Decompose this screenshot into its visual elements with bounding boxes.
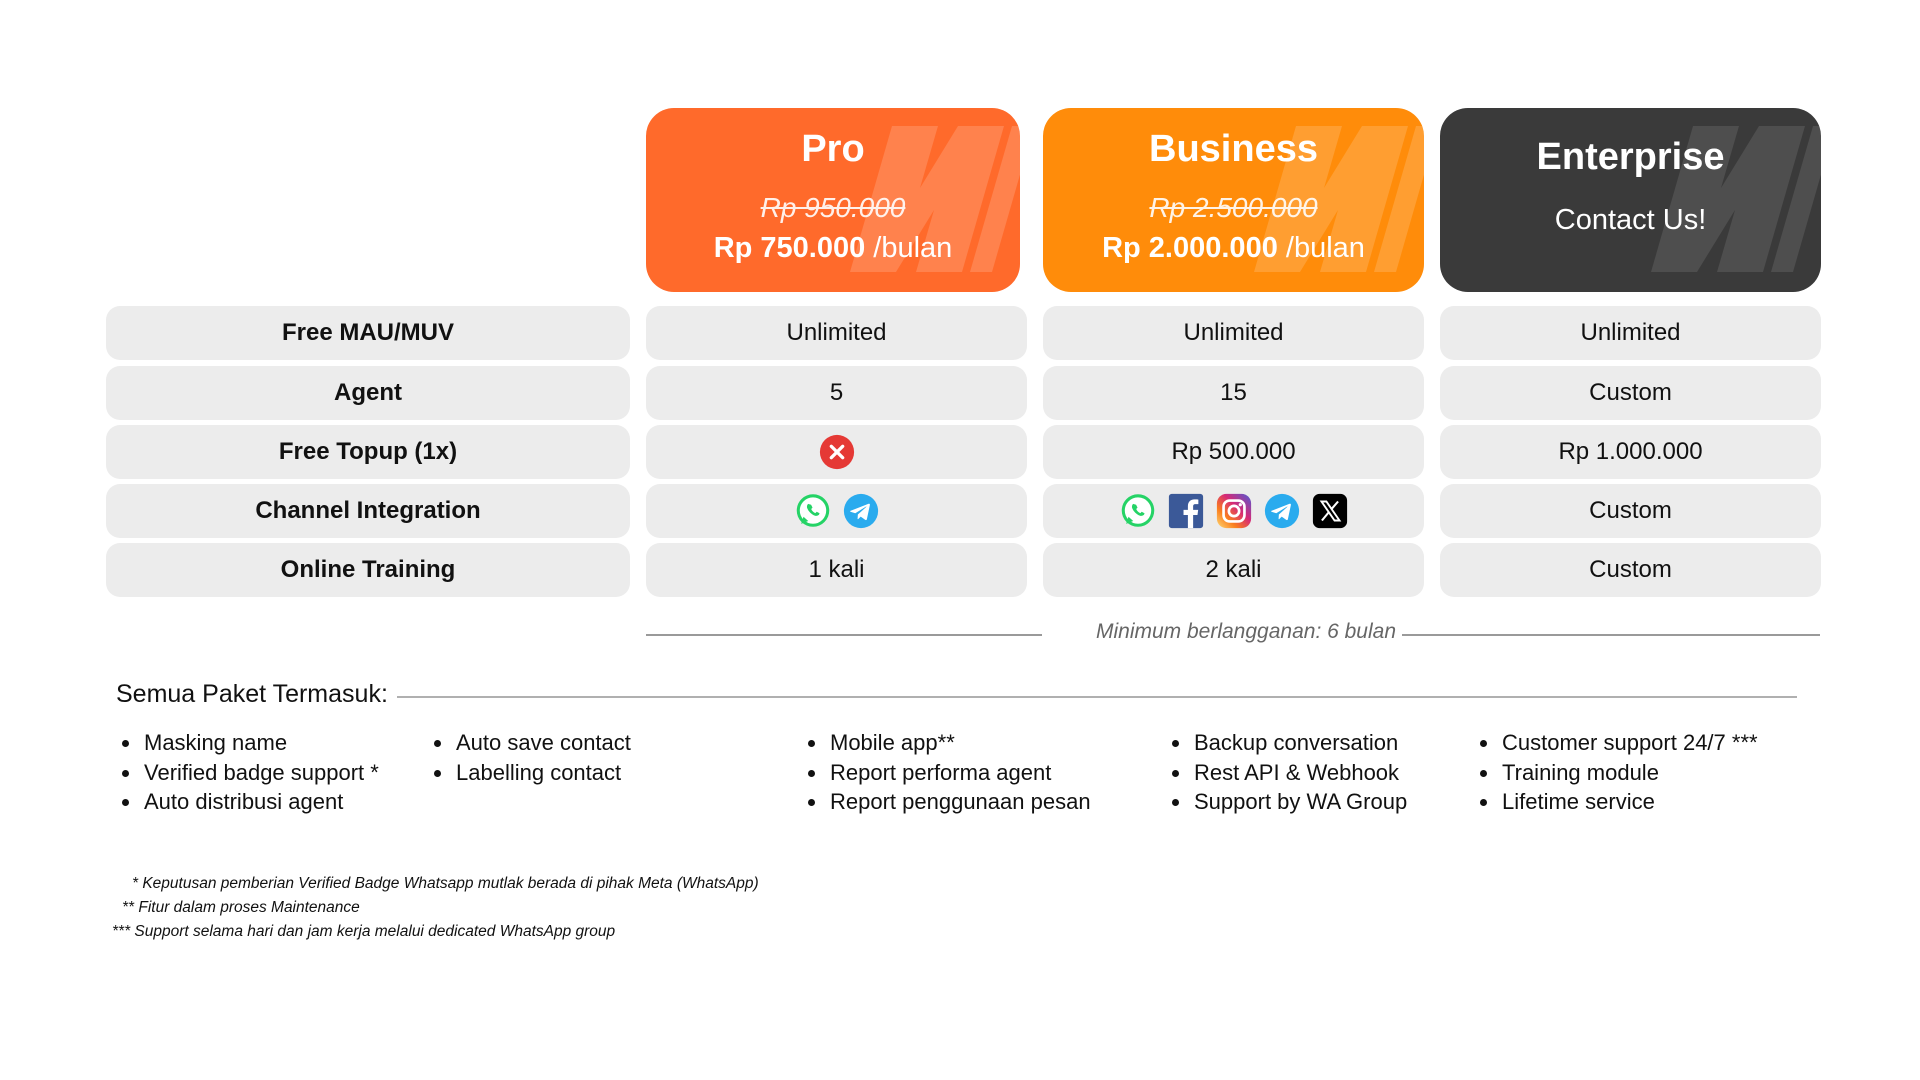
plan-card-pro [646,108,1020,292]
plan-price: Rp 750.000 /bulan [713,232,953,264]
cell-pro: 5 [646,366,1027,420]
footnote: * Keputusan pemberian Verified Badge Whatsapp mutlak berada di pihak Meta (WhatsApp) [132,875,759,892]
cell-pro [646,425,1027,479]
plan-old-price: Rp 2.500.000 [1149,192,1318,223]
cell-business: Unlimited [1043,306,1424,360]
cell-pro [646,484,1027,538]
list-item: • Rest API & Webhook [1192,758,1407,788]
included-divider [397,696,1797,698]
telegram-icon [842,492,880,530]
feature-list-3 [802,728,1091,817]
cell-enterprise: Rp 1.000.000 [1440,425,1821,479]
instagram-icon [1215,492,1253,530]
row-label-online-training: Online Training [106,543,630,597]
included-title: Semua Paket Termasuk: [116,680,388,708]
row-label-free-mau: Free MAU/MUV [106,306,630,360]
whatsapp-icon [794,492,832,530]
cell-enterprise: Custom [1440,366,1821,420]
list-item: • Training module [1500,758,1758,788]
feature-list-1 [116,728,379,817]
row-label-free-topup: Free Topup (1x) [106,425,630,479]
contact-us-text: Contact Us! [1554,204,1707,236]
plan-card-business [1043,108,1424,292]
plan-old-price: Rp 950.000 [760,192,906,223]
footnotes [112,872,759,944]
plan-price: Rp 2.000.000 /bulan [1102,232,1365,264]
footnote: *** Support selama hari dan jam kerja melalui dedicated WhatsApp group [112,923,616,940]
list-item: • Customer support 24/7 *** [1500,728,1758,758]
cell-pro: 1 kali [646,543,1027,597]
list-item: • Labelling contact [454,758,631,788]
plan-card-enterprise [1440,108,1821,292]
cell-enterprise: Unlimited [1440,306,1821,360]
telegram-icon [1263,492,1301,530]
list-item: • Report penggunaan pesan [828,787,1091,817]
list-item: • Auto save contact [454,728,631,758]
feature-list-4 [1166,728,1407,817]
whatsapp-icon [1119,492,1157,530]
plan-name: Pro [801,128,865,170]
list-item: • Auto distribusi agent [142,787,379,817]
feature-list-5 [1474,728,1758,817]
cell-business: 2 kali [1043,543,1424,597]
plan-name: Business [1149,128,1318,170]
list-item: • Backup conversation [1192,728,1407,758]
list-item: • Verified badge support * [142,758,379,788]
plan-name: Enterprise [1536,136,1725,178]
list-item: • Masking name [142,728,379,758]
row-label-channel-integration: Channel Integration [106,484,630,538]
feature-list-2 [428,728,631,787]
divider-right [1402,634,1820,636]
cell-enterprise: Custom [1440,543,1821,597]
footnote: ** Fitur dalam proses Maintenance [122,899,360,916]
facebook-icon [1167,492,1205,530]
cell-enterprise: Custom [1440,484,1821,538]
cell-business: Rp 500.000 [1043,425,1424,479]
x-icon [1311,492,1349,530]
list-item: • Report performa agent [828,758,1091,788]
cell-business [1043,484,1424,538]
list-item: • Lifetime service [1500,787,1758,817]
cell-business: 15 [1043,366,1424,420]
red-x-icon [818,433,856,471]
cell-pro: Unlimited [646,306,1027,360]
list-item: • Support by WA Group [1192,787,1407,817]
minimum-subscription-note: Minimum berlangganan: 6 bulan [1095,620,1397,643]
divider-left [646,634,1042,636]
row-label-agent: Agent [106,366,630,420]
list-item: • Mobile app** [828,728,1091,758]
